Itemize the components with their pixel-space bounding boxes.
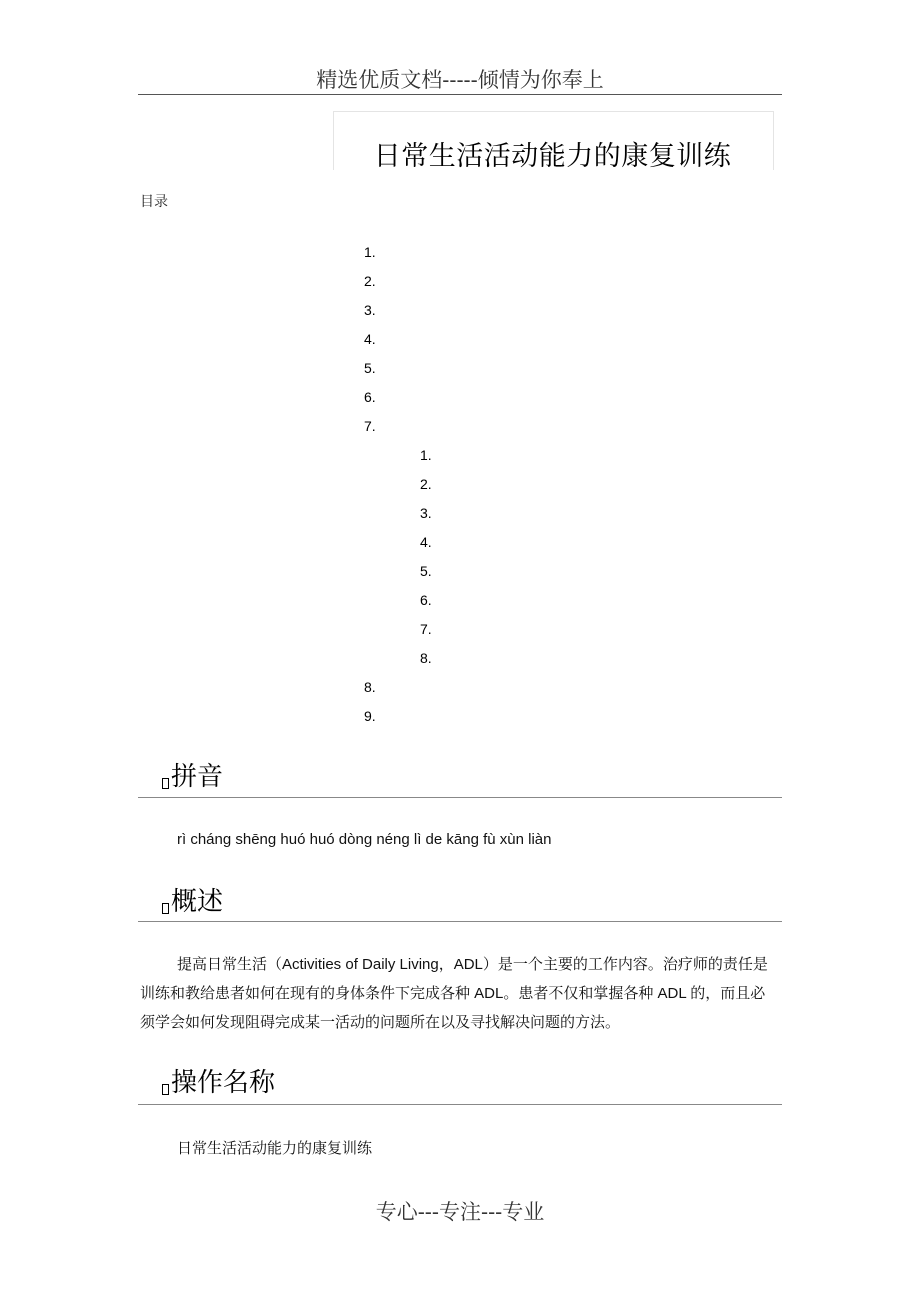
- toc-subitem[interactable]: 5.: [420, 563, 432, 579]
- toc-item[interactable]: 6.: [364, 389, 376, 405]
- toc-item[interactable]: 2.: [364, 273, 376, 289]
- section-divider: [138, 1104, 782, 1105]
- section-divider: [138, 797, 782, 798]
- toc-subitem[interactable]: 8.: [420, 650, 432, 666]
- header-divider: [138, 94, 782, 95]
- toc-item[interactable]: 4.: [364, 331, 376, 347]
- section-heading-overview: [162, 881, 223, 918]
- anchor-icon: [162, 1084, 169, 1095]
- section-heading-text: 概述: [171, 887, 224, 917]
- toc-subitem[interactable]: 2.: [420, 476, 432, 492]
- anchor-icon: [162, 778, 169, 789]
- section-heading-operation-name: [162, 1062, 275, 1099]
- page-header: 精选优质文档-----倾情为你奉上: [316, 68, 604, 92]
- section-heading-text: 操作名称: [171, 1068, 276, 1098]
- document-title: 日常生活活动能力的康复训练: [373, 141, 732, 172]
- toc-subitem[interactable]: 6.: [420, 592, 432, 608]
- toc-item[interactable]: 3.: [364, 302, 376, 318]
- toc-item[interactable]: 1.: [364, 244, 376, 260]
- toc-subitem[interactable]: 1.: [420, 447, 432, 463]
- operation-name-text: 日常生活活动能力的康复训练: [177, 1139, 373, 1157]
- toc-item[interactable]: 7.: [364, 418, 376, 434]
- toc-subitem[interactable]: 7.: [420, 621, 432, 637]
- anchor-icon: [162, 903, 169, 914]
- overview-paragraph: 提高日常生活（Activities of Daily Living，ADL）是一个主要的工作内容。治疗师的责任是训练和教给患者如何在现有的身体条件下完成各种 ADL。患者不仅和掌握各种 ADL 的，而且必须学会如何发现阻碍完成某一活动的问题所在以及寻找解决问题的方法。: [140, 956, 768, 1031]
- toc-item[interactable]: 9.: [364, 708, 376, 724]
- toc-subitem[interactable]: 3.: [420, 505, 432, 521]
- section-heading-pinyin: [162, 756, 223, 793]
- pinyin-text: rì cháng shēng huó huó dòng néng lì de kāng fù xùn liàn: [177, 831, 552, 848]
- toc-subitem[interactable]: 4.: [420, 534, 432, 550]
- section-divider: [138, 921, 782, 922]
- section-heading-text: 拼音: [171, 762, 224, 792]
- toc-item[interactable]: 5.: [364, 360, 376, 376]
- page-footer: 专心---专注---专业: [375, 1200, 545, 1224]
- toc-item[interactable]: 8.: [364, 679, 376, 695]
- toc-label: 目录: [140, 194, 168, 210]
